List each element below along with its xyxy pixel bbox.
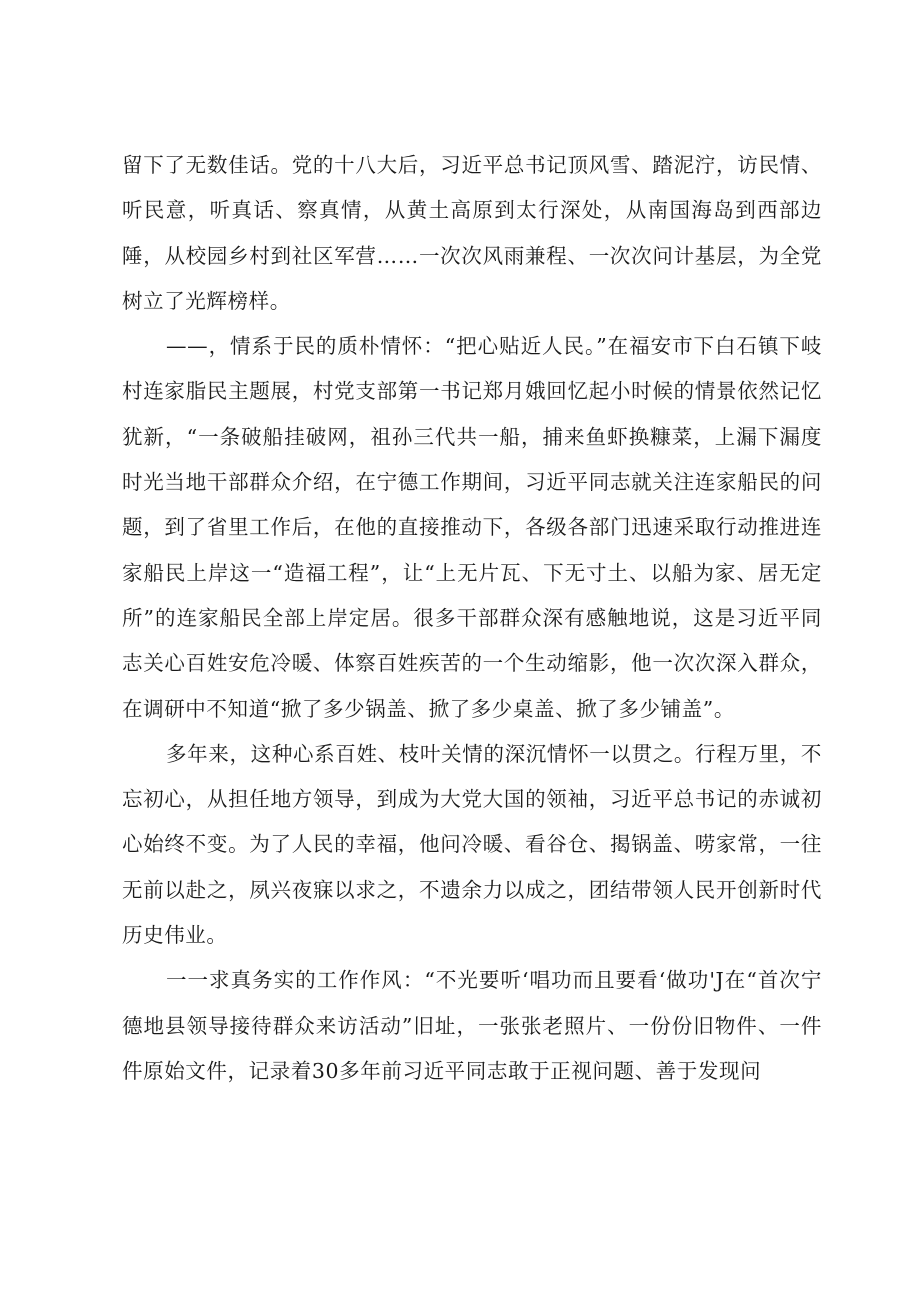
document-body [122, 143, 822, 1094]
paragraph-4: 一一求真务实的工作作风：“不光要听‘唱功而且要看‘做功'J在“首次宁德地县领导接待群众来访活动”旧址，一张张老照片、一份份旧物件、一件件原始文件，记录着30多年前习近平同志敢于正视问题、善于发现问 [122, 968, 822, 1083]
paragraph-3: 多年来，这种心系百姓、枝叶关情的深沉情怀一以贯之。行程万里，不忘初心，从担任地方领导，到成为大党大国的领袖，习近平总书记的赤诚初心始终不变。为了人民的幸福，他问冷暖、看谷仓、揭锅盖、唠家常，一往无前以赴之，夙兴夜寐以求之，不遗余力以成之，团结带领人民开创新时代历史伟业。 [122, 741, 822, 948]
paragraph-2: ——，情系于民的质朴情怀：“把心贴近人民。”在福安市下白石镇下岐村连家脂民主题展，村党支部第一书记郑月娥回忆起小时候的情景依然记忆犹新，“一条破船挂破网，祖孙三代共一船，捕来鱼虾换糠菜，上漏下漏度时光当地干部群众介绍，在宁德工作期间，习近平同志就关注连家船民的问题，到了省里工作后，在他的直接推动下，各级各部门迅速采取行动推进连家船民上岸这一“造福工程”，让“上无片瓦、下无寸土、以船为家、居无定所”的连家船民全部上岸定居。很多干部群众深有感触地说，这是习近平同志关心百姓安危冷暖、体察百姓疾苦的一个生动缩影，他一次次深入群众，在调研中不知道“掀了多少锅盖、掀了多少桌盖、掀了多少铺盖”。 [122, 334, 822, 721]
paragraph-1: 留下了无数佳话。党的十八大后，习近平总书记顶风雪、踏泥泞，访民情、听民意，听真话、察真情，从黄土高原到太行深处，从南国海岛到西部边陲，从校园乡村到社区军营……一次次风雨兼程、一次次问计基层，为全党树立了光辉榜样。 [122, 153, 822, 313]
